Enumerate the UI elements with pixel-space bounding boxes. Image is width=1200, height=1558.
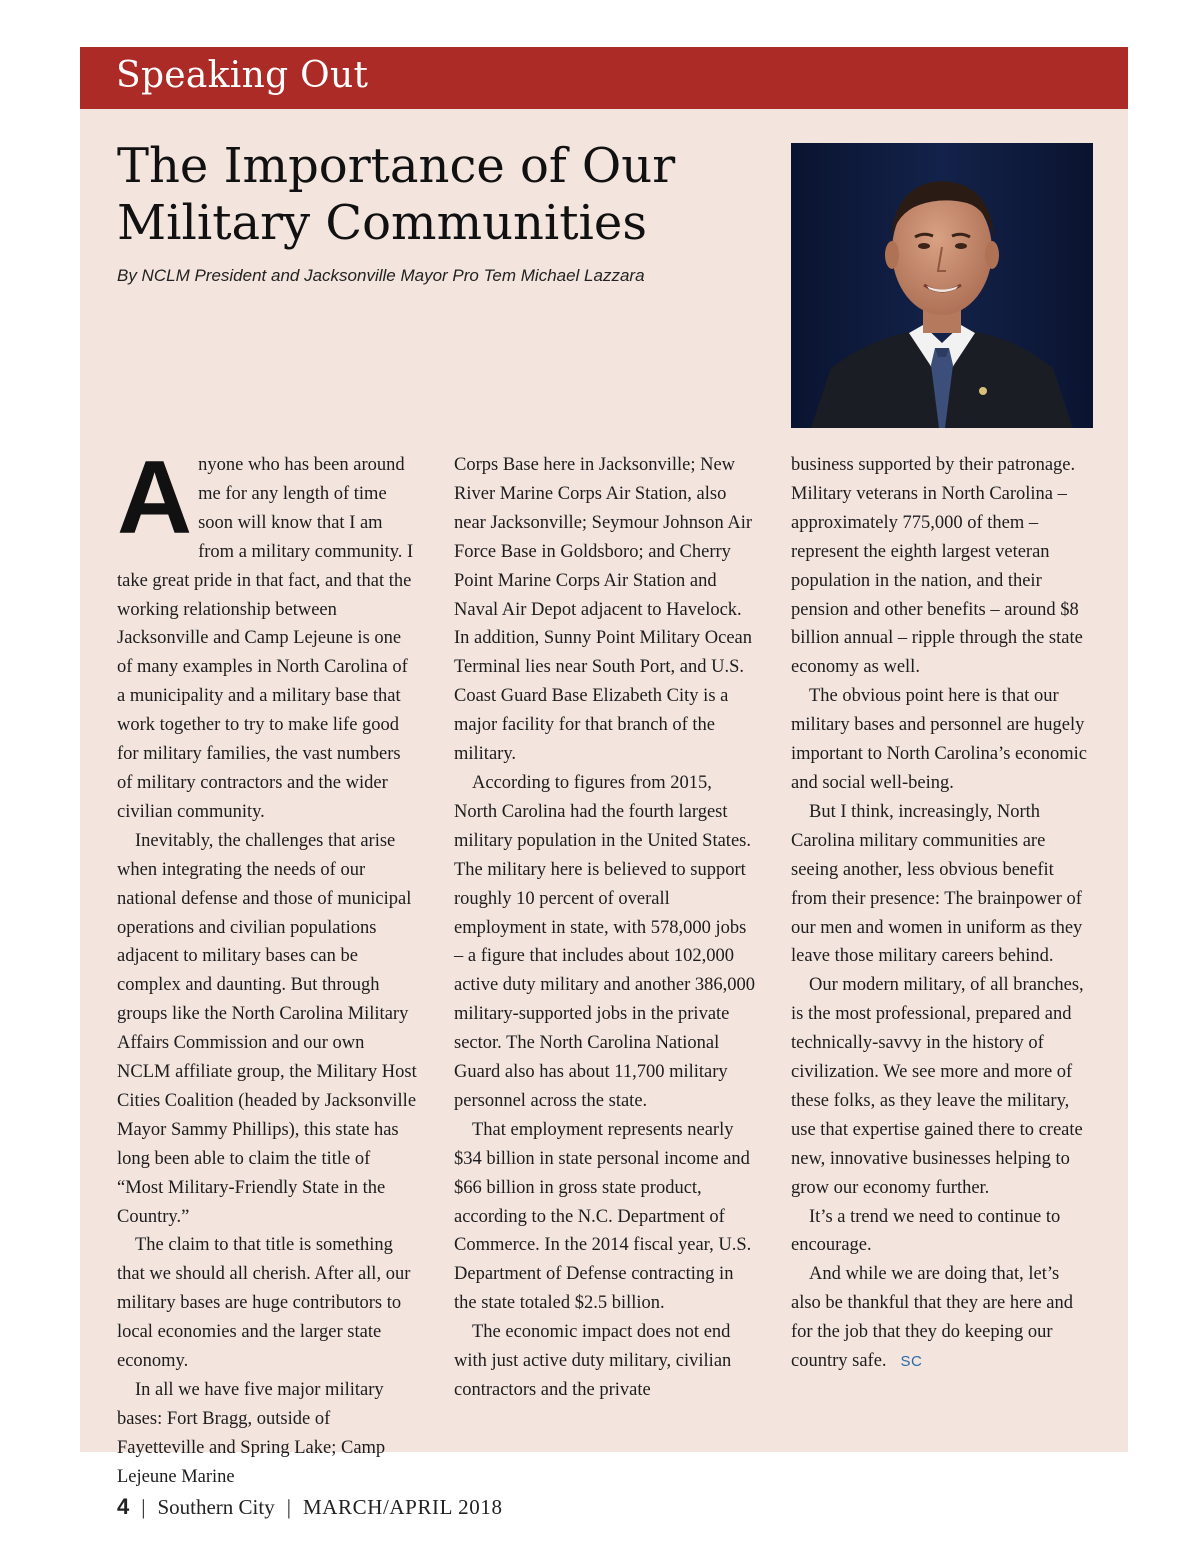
paragraph: In all we have five major military bases: Fort Bragg, outside of Fayetteville and Spring Lake; Camp Lejeune Marine [117, 1380, 386, 1487]
paragraph: business supported by their patronage. Military veterans in North Carolina – approximately 775,000 of them – represent the eighth largest veteran population in the nation, and their pension and other benefits – around $8 billion annual – ripple through the state economy as well. [791, 455, 1083, 678]
column-1 [117, 440, 419, 1492]
footer-separator: | [141, 1495, 146, 1519]
title-line-2: Military Communities [117, 195, 647, 251]
column-2 [454, 451, 756, 1405]
paragraph [117, 440, 419, 827]
byline: By NCLM President and Jacksonville Mayor Pro Tem Michael Lazzara [117, 266, 645, 285]
paragraph [791, 1260, 1093, 1377]
author-portrait [791, 143, 1093, 428]
issue-date: MARCH/APRIL 2018 [302, 1495, 503, 1519]
title-line-1: The Importance of Our [117, 138, 676, 194]
paragraph: The claim to that title is something that we should all cherish. After all, our military bases are huge contributors to local economies and the larger state economy. [117, 1235, 411, 1372]
paragraph: But I think, increasingly, North Carolina military communities are seeing another, less obvious benefit from their presence: The brainpower of our men and women in uniform as they leave those military careers behind. [791, 801, 1083, 967]
footer-separator: | [286, 1495, 291, 1519]
end-mark: SC [900, 1353, 923, 1371]
article-title [117, 138, 767, 252]
paragraph: That employment represents nearly $34 billion in state personal income and $66 billion in gross state product, according to the N.C. Department of Commerce. In the 2014 fiscal year, U.S. Department of Defense contracting in the state totaled $2.5 billion. [454, 1119, 752, 1314]
paragraph: Our modern military, of all branches, is the most professional, prepared and technically-savvy in the history of civilization. We see more and more of these folks, as they leave the military, use that expertise gained there to create new, innovative businesses helping to grow our economy further. [791, 975, 1084, 1198]
portrait-illustration [791, 143, 1093, 428]
paragraph: The obvious point here is that our military bases and personnel are hugely important to North Carolina’s economic and social well-being. [791, 686, 1087, 793]
page-footer [117, 1494, 503, 1520]
paragraph: According to figures from 2015, North Carolina had the fourth largest military population in the United States. The military here is believed to support roughly 10 percent of overall employment in state, with 578,000 jobs – a figure that includes about 102,000 active duty military and another 386,000 military-supported jobs in the private sector. The North Carolina National Guard also has about 11,700 military personnel across the state. [454, 772, 756, 1111]
paragraph-text: nyone who has been around me for any length of time soon will know that I am from a military community. I take great pride in that fact, and that the working relationship between Jacksonville and Camp Lejeune is one of many examples in North Carolina of a municipality and a military base that work together to try to make life good for military families, the vast numbers of military contractors and the wider civilian community. [117, 455, 414, 822]
section-label: Speaking Out [116, 55, 369, 96]
magazine-name: Southern City [157, 1495, 275, 1519]
column-3 [791, 451, 1093, 1377]
page-number: 4 [117, 1494, 130, 1519]
paragraph-text: And while we are doing that, let’s also be thankful that they are here and for the job that they do keeping our country safe. [791, 1264, 1074, 1372]
paragraph: Corps Base here in Jacksonville; New River Marine Corps Air Station, also near Jacksonville; Seymour Johnson Air Force Base in Goldsboro; and Cherry Point Marine Corps Air Station and Naval Air Depot adjacent to Havelock. In addition, Sunny Point Military Ocean Terminal lies near South Port, and U.S. Coast Guard Base Elizabeth City is a major facility for that branch of the military. [454, 455, 753, 765]
paragraph: It’s a trend we need to continue to encourage. [791, 1206, 1061, 1256]
section-header-bar [80, 47, 1128, 109]
paragraph: Inevitably, the challenges that arise when integrating the needs of our national defense and those of municipal operations and civilian populations adjacent to military bases can be complex and daunting. But through groups like the North Carolina Military Affairs Commission and our own NCLM affiliate group, the Military Host Cities Coalition (headed by Jacksonville Mayor Sammy Phillips), this state has long been able to claim the title of “Most Military-Friendly State in the Country.” [117, 830, 417, 1227]
drop-cap: A [117, 440, 193, 556]
paragraph: The economic impact does not end with just active duty military, civilian contractors and the private [454, 1322, 732, 1400]
